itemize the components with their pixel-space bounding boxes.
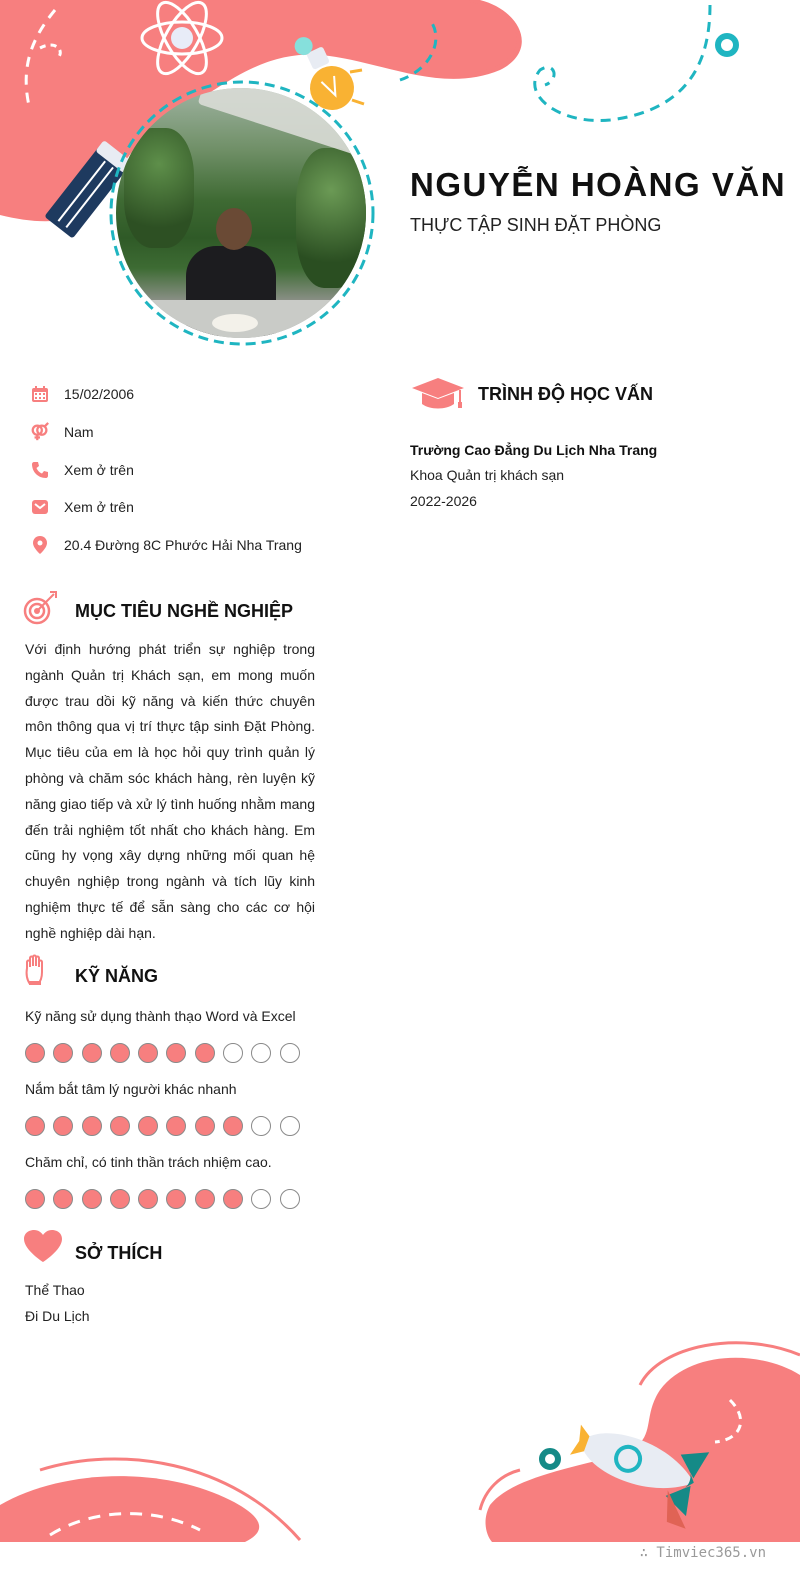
- email-value: Xem ở trên: [64, 499, 134, 515]
- rating-dot-filled: [166, 1116, 186, 1136]
- objective-text: Với định hướng phát triển sự nghiệp trong ngành Quản trị Khách sạn, em mong muốn được trau dồi kỹ năng và kiến thức chuyên môn thông qua vị trí thực tập sinh Đặt Phòng. Mục tiêu của em là học hỏi quy trình quản lý phòng và chăm sóc khách hàng, rèn luyện kỹ năng giao tiếp và xử lý tình huống nhằm mang đến trải nghiệm tốt nhất cho khách hàng. Em cũng hy vọng xây dựng những mối quan hệ chuyên nghiệp trong ngành và tích lũy kinh nghiệm thực tế để sẵn sàng cho các cơ hội nghề nghiệp dài hạn.: [25, 641, 315, 941]
- footer-blob-left: [0, 1476, 259, 1542]
- rating-dot-filled: [82, 1043, 102, 1063]
- education-school: Trường Cao Đẳng Du Lịch Nha Trang: [410, 442, 658, 458]
- skill-name: Nắm bắt tâm lý người khác nhanh: [25, 1081, 237, 1097]
- skill-rating: [25, 1116, 300, 1136]
- skill-rating: [25, 1189, 300, 1209]
- rating-dot-filled: [138, 1043, 158, 1063]
- education-years: 2022-2026: [410, 493, 477, 509]
- gender-value: Nam: [64, 424, 94, 440]
- rating-dot-filled: [195, 1116, 215, 1136]
- rating-dot-filled: [53, 1043, 73, 1063]
- contact-row-address: [30, 533, 302, 557]
- address-value: 20.4 Đường 8C Phước Hải Nha Trang: [64, 537, 302, 553]
- phone-icon: [30, 460, 50, 480]
- rating-dot-filled: [25, 1189, 45, 1209]
- rating-dot-empty: [251, 1116, 271, 1136]
- phone-value: Xem ở trên: [64, 462, 134, 478]
- location-pin-icon: [30, 535, 50, 555]
- contact-row-phone: [30, 458, 134, 482]
- rating-dot-empty: [223, 1043, 243, 1063]
- email-icon: [30, 497, 50, 517]
- teal-ring-bottom: [542, 1451, 558, 1467]
- calendar-icon: [30, 384, 50, 404]
- skill-name: Kỹ năng sử dụng thành thạo Word và Excel: [25, 1008, 296, 1024]
- skill-rating: [25, 1043, 300, 1063]
- contact-row-birthdate: [30, 382, 134, 406]
- rating-dot-empty: [251, 1189, 271, 1209]
- rating-dot-filled: [166, 1189, 186, 1209]
- hobby-item: Đi Du Lịch: [25, 1308, 90, 1324]
- rating-dot-filled: [82, 1189, 102, 1209]
- candidate-name: NGUYỄN HOÀNG VĂN: [410, 166, 787, 203]
- rating-dot-empty: [280, 1116, 300, 1136]
- hobby-item: Thể Thao: [25, 1282, 85, 1298]
- rating-dot-filled: [25, 1116, 45, 1136]
- watermark: ∴ Timviec365.vn: [639, 1545, 766, 1561]
- contact-row-email: [30, 495, 134, 519]
- profile-photo: [116, 88, 366, 338]
- gender-icon: [30, 422, 50, 442]
- education-title: TRÌNH ĐỘ HỌC VẤN: [478, 384, 653, 404]
- rating-dot-filled: [110, 1043, 130, 1063]
- rating-dot-filled: [138, 1189, 158, 1209]
- contact-row-gender: [30, 420, 94, 444]
- rating-dot-filled: [53, 1116, 73, 1136]
- birthdate-value: 15/02/2006: [64, 386, 135, 402]
- heart-icon: [24, 1230, 62, 1262]
- rating-dot-filled: [166, 1043, 186, 1063]
- footer-decoration: [0, 1330, 800, 1560]
- objective-title: MỤC TIÊU NGHỀ NGHIỆP: [75, 601, 294, 621]
- rating-dot-filled: [82, 1116, 102, 1136]
- hobbies-title: SỞ THÍCH: [75, 1243, 163, 1263]
- rating-dot-empty: [251, 1043, 271, 1063]
- education-faculty: Khoa Quản trị khách sạn: [410, 467, 565, 483]
- rating-dot-filled: [25, 1043, 45, 1063]
- dashed-swirl-right: [535, 5, 710, 121]
- skill-name: Chăm chỉ, có tinh thần trách nhiệm cao.: [25, 1154, 272, 1170]
- target-icon: [22, 590, 58, 626]
- hand-icon: [24, 954, 50, 986]
- rating-dot-empty: [280, 1043, 300, 1063]
- rating-dot-filled: [223, 1189, 243, 1209]
- rating-dot-filled: [110, 1189, 130, 1209]
- rating-dot-filled: [195, 1043, 215, 1063]
- rating-dot-filled: [110, 1116, 130, 1136]
- graduation-cap-icon: [410, 376, 466, 412]
- rating-dot-filled: [223, 1116, 243, 1136]
- rating-dot-empty: [280, 1189, 300, 1209]
- job-title: THỰC TẬP SINH ĐẶT PHÒNG: [410, 215, 662, 235]
- rating-dot-filled: [195, 1189, 215, 1209]
- rating-dot-filled: [138, 1116, 158, 1136]
- rating-dot-filled: [53, 1189, 73, 1209]
- skills-title: KỸ NĂNG: [75, 966, 159, 986]
- teal-ring: [718, 36, 736, 54]
